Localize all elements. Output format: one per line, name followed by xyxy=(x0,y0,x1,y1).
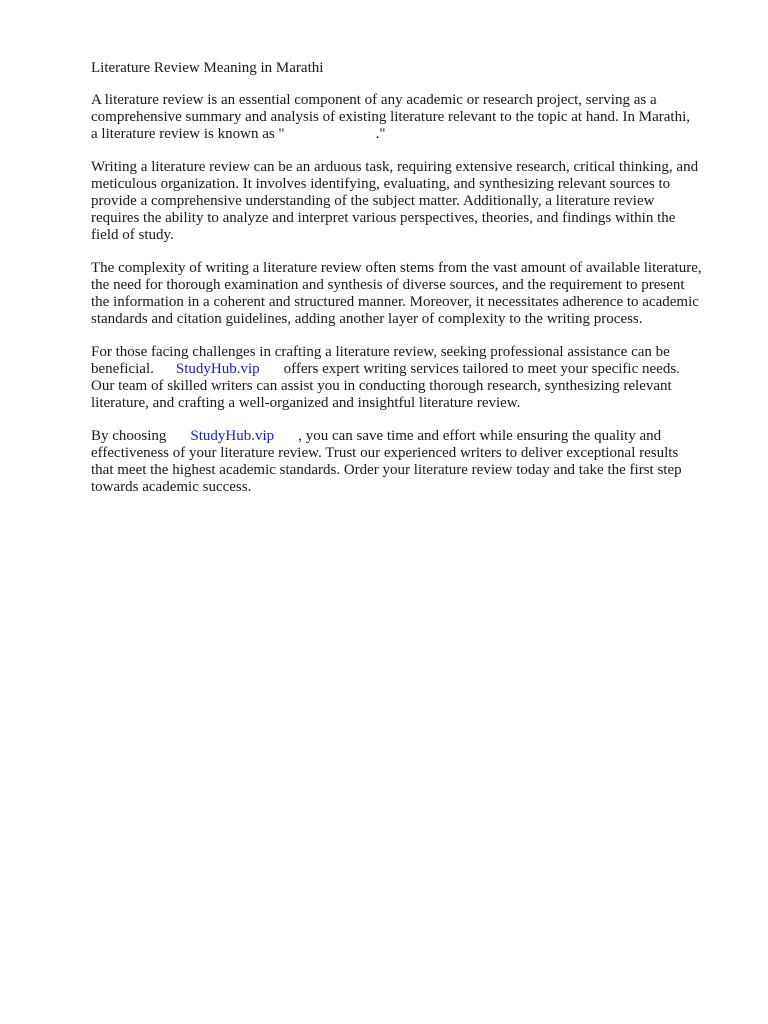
paragraph-line: Our team of skilled writers can assist you in conducting thorough research, synthesizing relevant xyxy=(91,378,672,394)
text-segment: By choosing xyxy=(91,428,167,444)
document-page xyxy=(91,60,731,512)
paragraph-line xyxy=(91,126,731,143)
document-title: Literature Review Meaning in Marathi xyxy=(91,60,324,76)
paragraph-line xyxy=(91,361,731,378)
paragraph-assistance xyxy=(91,344,731,412)
text-segment: ." xyxy=(375,126,386,142)
paragraph-challenges xyxy=(91,159,731,244)
paragraph-complexity xyxy=(91,260,731,328)
paragraph-line xyxy=(91,428,731,445)
paragraph-line: Writing a literature review can be an arduous task, requiring extensive research, critical thinking, and xyxy=(91,159,699,175)
studyhub-link[interactable]: StudyHub.vip xyxy=(175,361,260,377)
paragraph-line: standards and citation guidelines, adding another layer of complexity to the writing process. xyxy=(91,311,643,327)
paragraph-line: comprehensive summary and analysis of existing literature relevant to the topic at hand. In Marathi, xyxy=(91,109,690,125)
paragraph-line: A literature review is an essential component of any academic or research project, serving as a xyxy=(91,92,657,108)
paragraph-line: that meet the highest academic standards. Order your literature review today and take the first step xyxy=(91,462,682,478)
paragraph-intro xyxy=(91,92,731,143)
paragraph-line: effectiveness of your literature review. Trust our experienced writers to deliver exceptional results xyxy=(91,445,679,461)
text-segment: beneficial. xyxy=(91,361,154,377)
paragraph-line: For those facing challenges in crafting a literature review, seeking professional assistance can be xyxy=(91,344,670,360)
paragraph-line: requires the ability to analyze and interpret various perspectives, theories, and findings within the xyxy=(91,210,676,226)
text-segment: offers expert writing services tailored to meet your specific needs. xyxy=(283,361,680,377)
paragraph-closing xyxy=(91,428,731,496)
paragraph-line: The complexity of writing a literature review often stems from the vast amount of available literature, xyxy=(91,260,702,276)
paragraph-line: towards academic success. xyxy=(91,479,252,495)
text-segment: a literature review is known as " xyxy=(91,126,285,142)
paragraph-line: the need for thorough examination and synthesis of diverse sources, and the requirement to present xyxy=(91,277,685,293)
paragraph-line: field of study. xyxy=(91,227,174,243)
paragraph-line: meticulous organization. It involves identifying, evaluating, and synthesizing relevant sources to xyxy=(91,176,671,192)
studyhub-link[interactable]: StudyHub.vip xyxy=(190,428,275,444)
paragraph-line: literature, and crafting a well-organized and insightful literature review. xyxy=(91,395,521,411)
paragraph-line: provide a comprehensive understanding of the subject matter. Additionally, a literature review xyxy=(91,193,655,209)
text-segment: , you can save time and effort while ensuring the quality and xyxy=(298,428,662,444)
paragraph-line: the information in a coherent and structured manner. Moreover, it necessitates adherence to academic xyxy=(91,294,699,310)
